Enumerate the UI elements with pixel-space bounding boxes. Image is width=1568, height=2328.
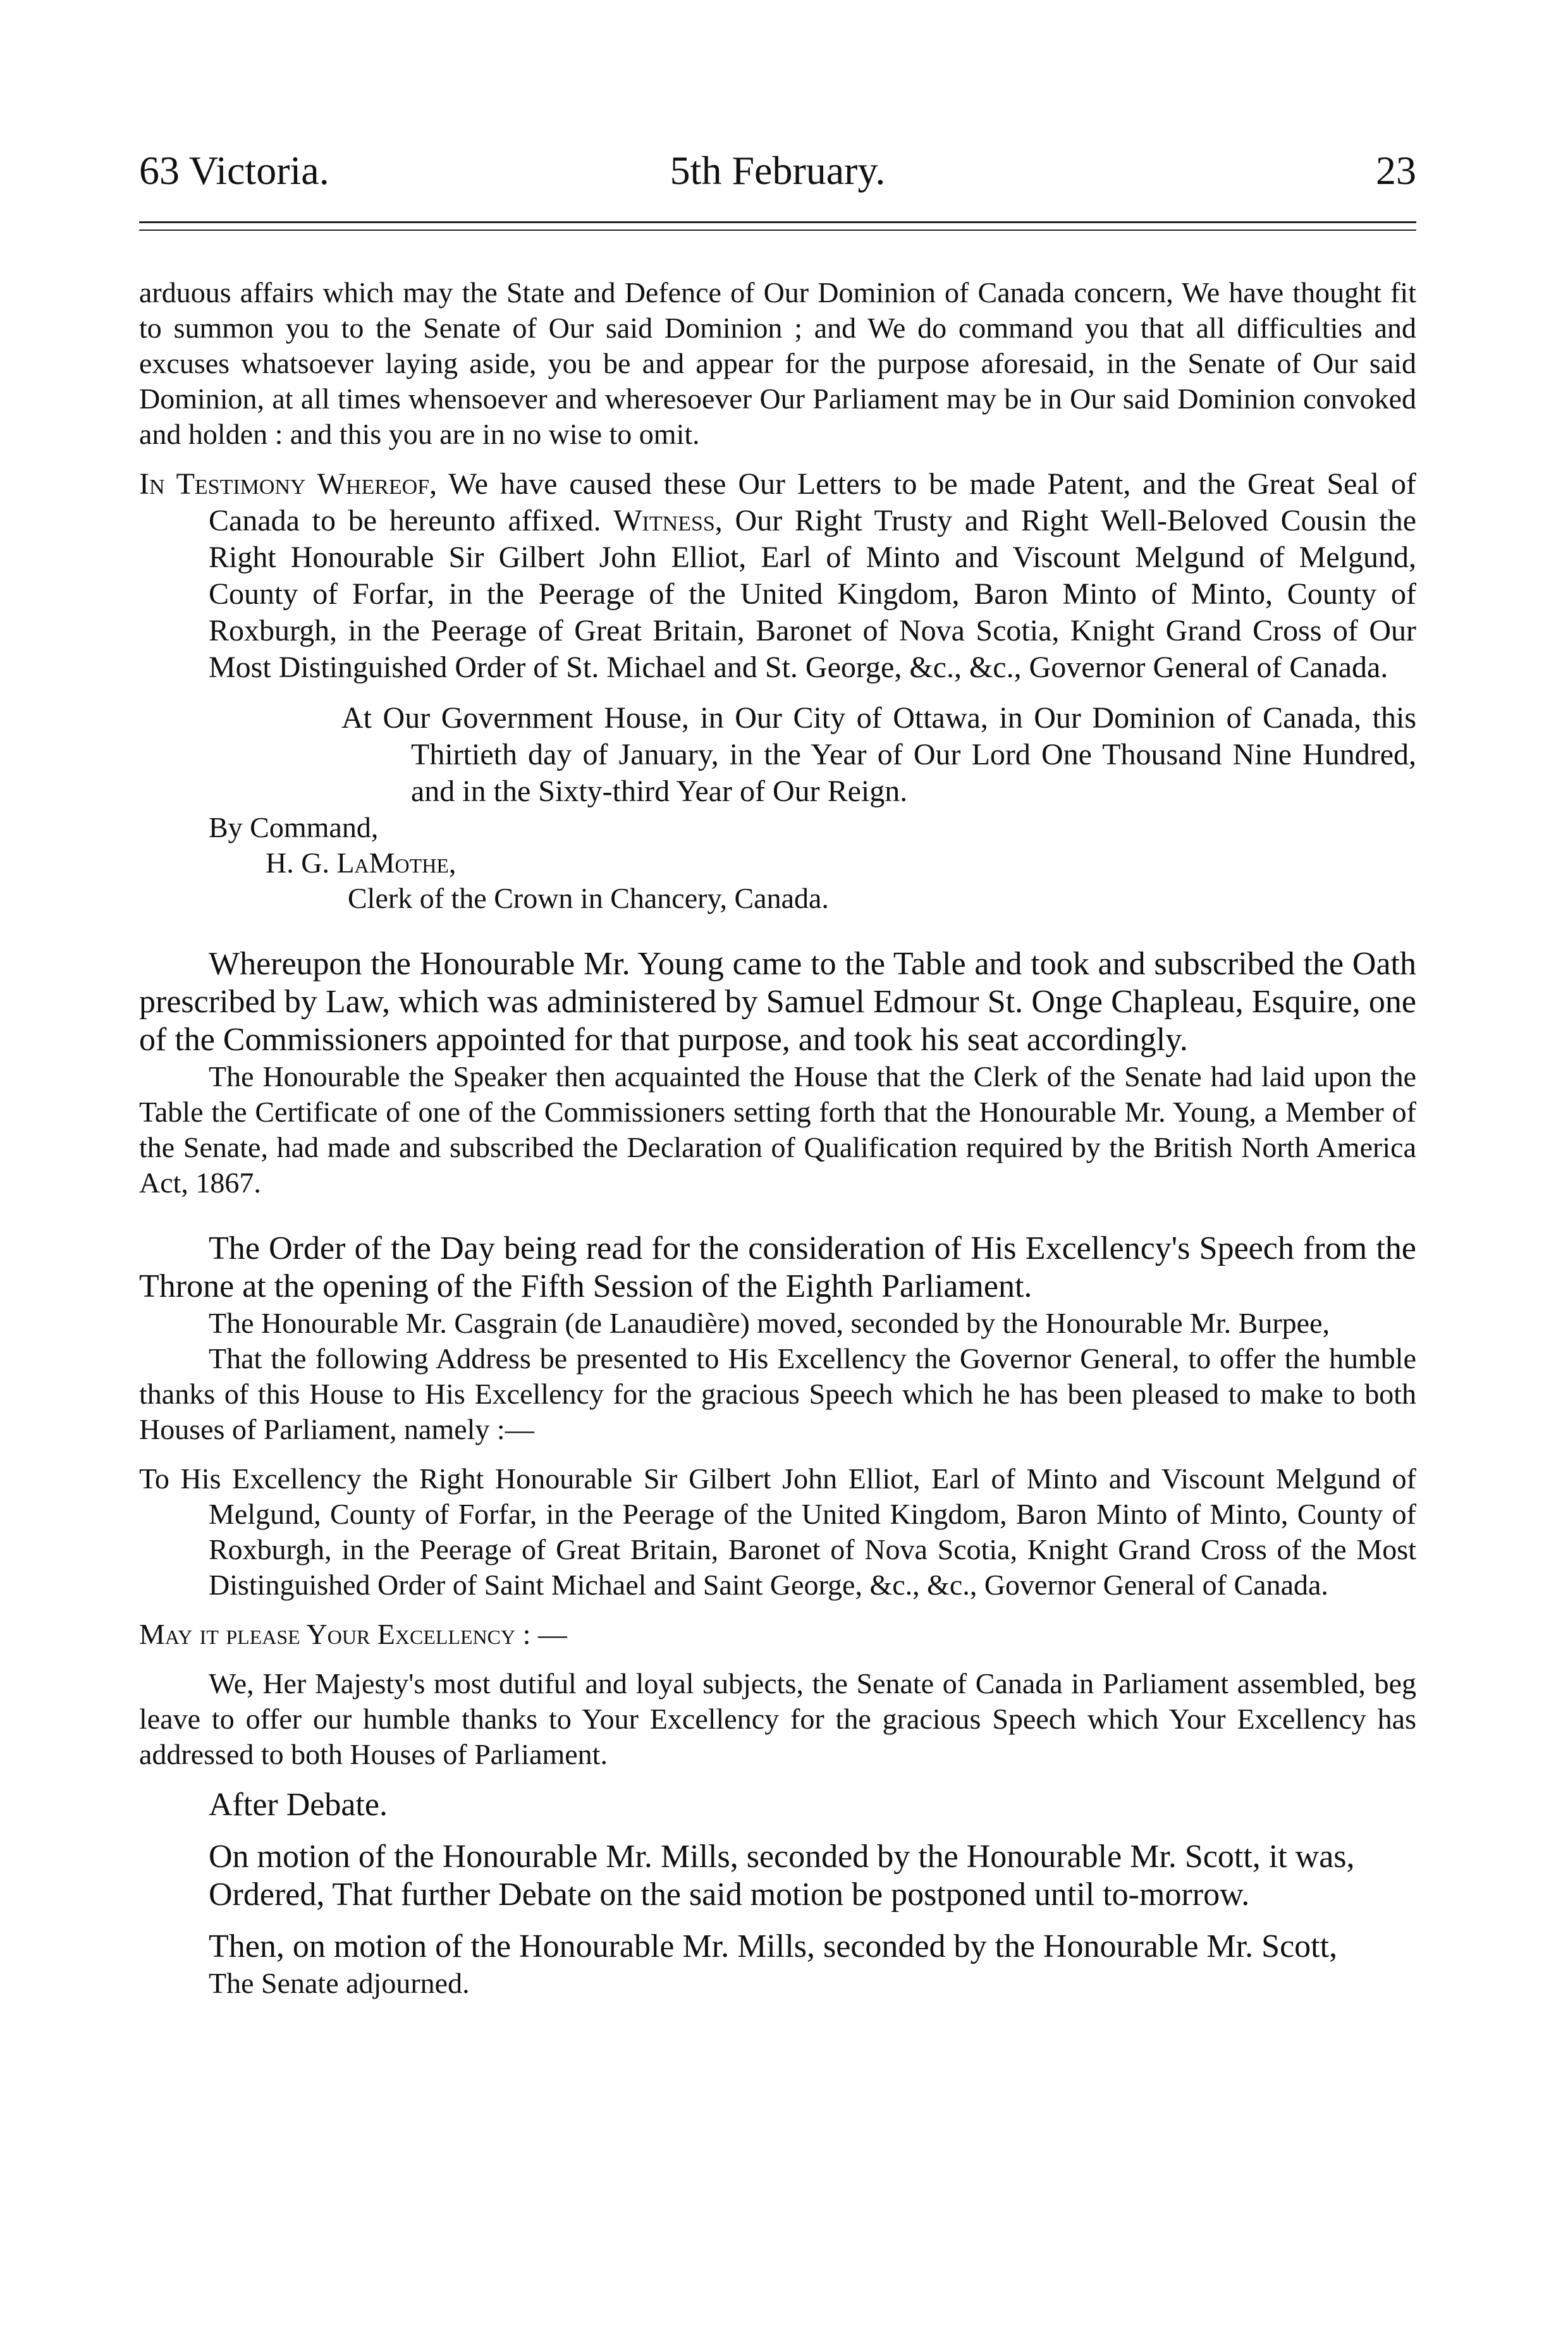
witness-lead: Witness, xyxy=(613,504,723,537)
address-paragraph: That the following Address be presented to His Excellency the Governor General, to offer the humble thanks of this House to His Excellency for the gracious Speech which he has been pleased to make to both Houses of Parliament, namely :— xyxy=(139,1342,1416,1445)
speaker-paragraph: The Honourable the Speaker then acquainted the House that the Clerk of the Senate had laid upon the Table the Certificate of one of the Commissioners setting forth that the Honourable Mr. Young, a Member of the Senate, had made and subscribed the Declaration of Qualification required by the British North America Act, 1867. xyxy=(139,1060,1416,1199)
by-command: By Command, xyxy=(209,811,379,843)
page-header xyxy=(139,145,1416,196)
to-his-excellency-paragraph: To His Excellency the Right Honourable Sir Gilbert John Elliot, Earl of Minto and Viscount Melgund of Melgund, County of Forfar, in the Peerage of the United Kingdom, Baron Minto of Minto, County of Roxburgh, in the Peerage of Great Britain, Baronet of Nova Scotia, Knight Grand Cross of the Most Distinguished Order of Saint Michael and Saint George, &c., &c., Governor General of Canada. xyxy=(139,1462,1416,1601)
testimony-paragraph xyxy=(139,466,1416,686)
writ-continuation: arduous affairs which may the State and Defence of Our Dominion of Canada concern, We have thought fit to summon you to the Senate of Our said Dominion ; and We do command you that all difficulties and excuses whatsoever laying aside, you be and appear for the purpose aforesaid, in the Senate of Our said Dominion, at all times whensoever and wheresoever Our Parliament may be in Our said Dominion convoked and holden : and this you are in no wise to omit. xyxy=(139,276,1416,450)
witness-text: Our Right Trusty and Right Well-Beloved Cousin the Right Honourable Sir Gilbert John Elliot, Earl of Minto and Viscount Melgund of Melgund, County of Forfar, in the Peerage of the United Kingdom, Baron Minto of Minto, County of Roxburgh, in the Peerage of Great Britain, Baronet of Nova Scotia, Knight Grand Cross of Our Most Distinguished Order of St. Michael and St. George, &c., &c., Governor General of Canada. xyxy=(209,504,1417,684)
mills-motion-paragraph: On motion of the Honourable Mr. Mills, seconded by the Honourable Mr. Scott, it was, xyxy=(209,1839,1355,1875)
casgrain-motion-paragraph: The Honourable Mr. Casgrain (de Lanaudière) moved, seconded by the Honourable Mr. Burpee, xyxy=(209,1307,1330,1339)
senate-adjourned: The Senate adjourned. xyxy=(209,1967,470,1999)
header-session: 63 Victoria. xyxy=(139,148,329,193)
ordered-paragraph: Ordered, That further Debate on the said motion be postponed until to-morrow. xyxy=(209,1877,1250,1913)
order-of-day-paragraph: The Order of the Day being read for the consideration of His Excellency's Speech from the Throne at the opening of the Fifth Session of the Eighth Parliament. xyxy=(139,1230,1416,1304)
signatory-title: Clerk of the Crown in Chancery, Canada. xyxy=(348,882,829,914)
after-debate: After Debate. xyxy=(209,1787,388,1823)
testimony-lead: In Testimony Whereof, xyxy=(139,467,438,501)
government-house-paragraph: At Our Government House, in Our City of Ottawa, in Our Dominion of Canada, this Thirtieth day of January, in the Year of Our Lord One Thousand Nine Hundred, and in the Sixty-third Year of Our Reign. xyxy=(341,701,1416,808)
document-page xyxy=(139,145,1416,2001)
signatory-name: H. G. LaMothe, xyxy=(266,847,456,879)
header-rule-secondary xyxy=(139,230,1416,231)
whereupon-paragraph: Whereupon the Honourable Mr. Young came to the Table and took and subscribed the Oath prescribed by Law, which was administered by Samuel Edmour St. Onge Chapleau, Esquire, one of the Commissioners appointed for that purpose, and took his seat accordingly. xyxy=(139,946,1416,1058)
address-body-paragraph: We, Her Majesty's most dutiful and loyal subjects, the Senate of Canada in Parliament assembled, beg leave to offer our humble thanks to Your Excellency for the gracious Speech which Your Excellency has addressed to both Houses of Parliament. xyxy=(139,1667,1416,1770)
testimony-text: We have caused these Our Letters to be made Patent, and the Great Seal of Canada to be hereunto affixed. xyxy=(209,467,1416,537)
page-number: 23 xyxy=(1376,148,1416,193)
adjournment-motion-paragraph: Then, on motion of the Honourable Mr. Mills, seconded by the Honourable Mr. Scott, xyxy=(209,1928,1338,1964)
header-date: 5th February. xyxy=(670,148,886,193)
header-rule xyxy=(139,221,1416,223)
may-it-please-heading: May it please Your Excellency : — xyxy=(139,1618,567,1650)
